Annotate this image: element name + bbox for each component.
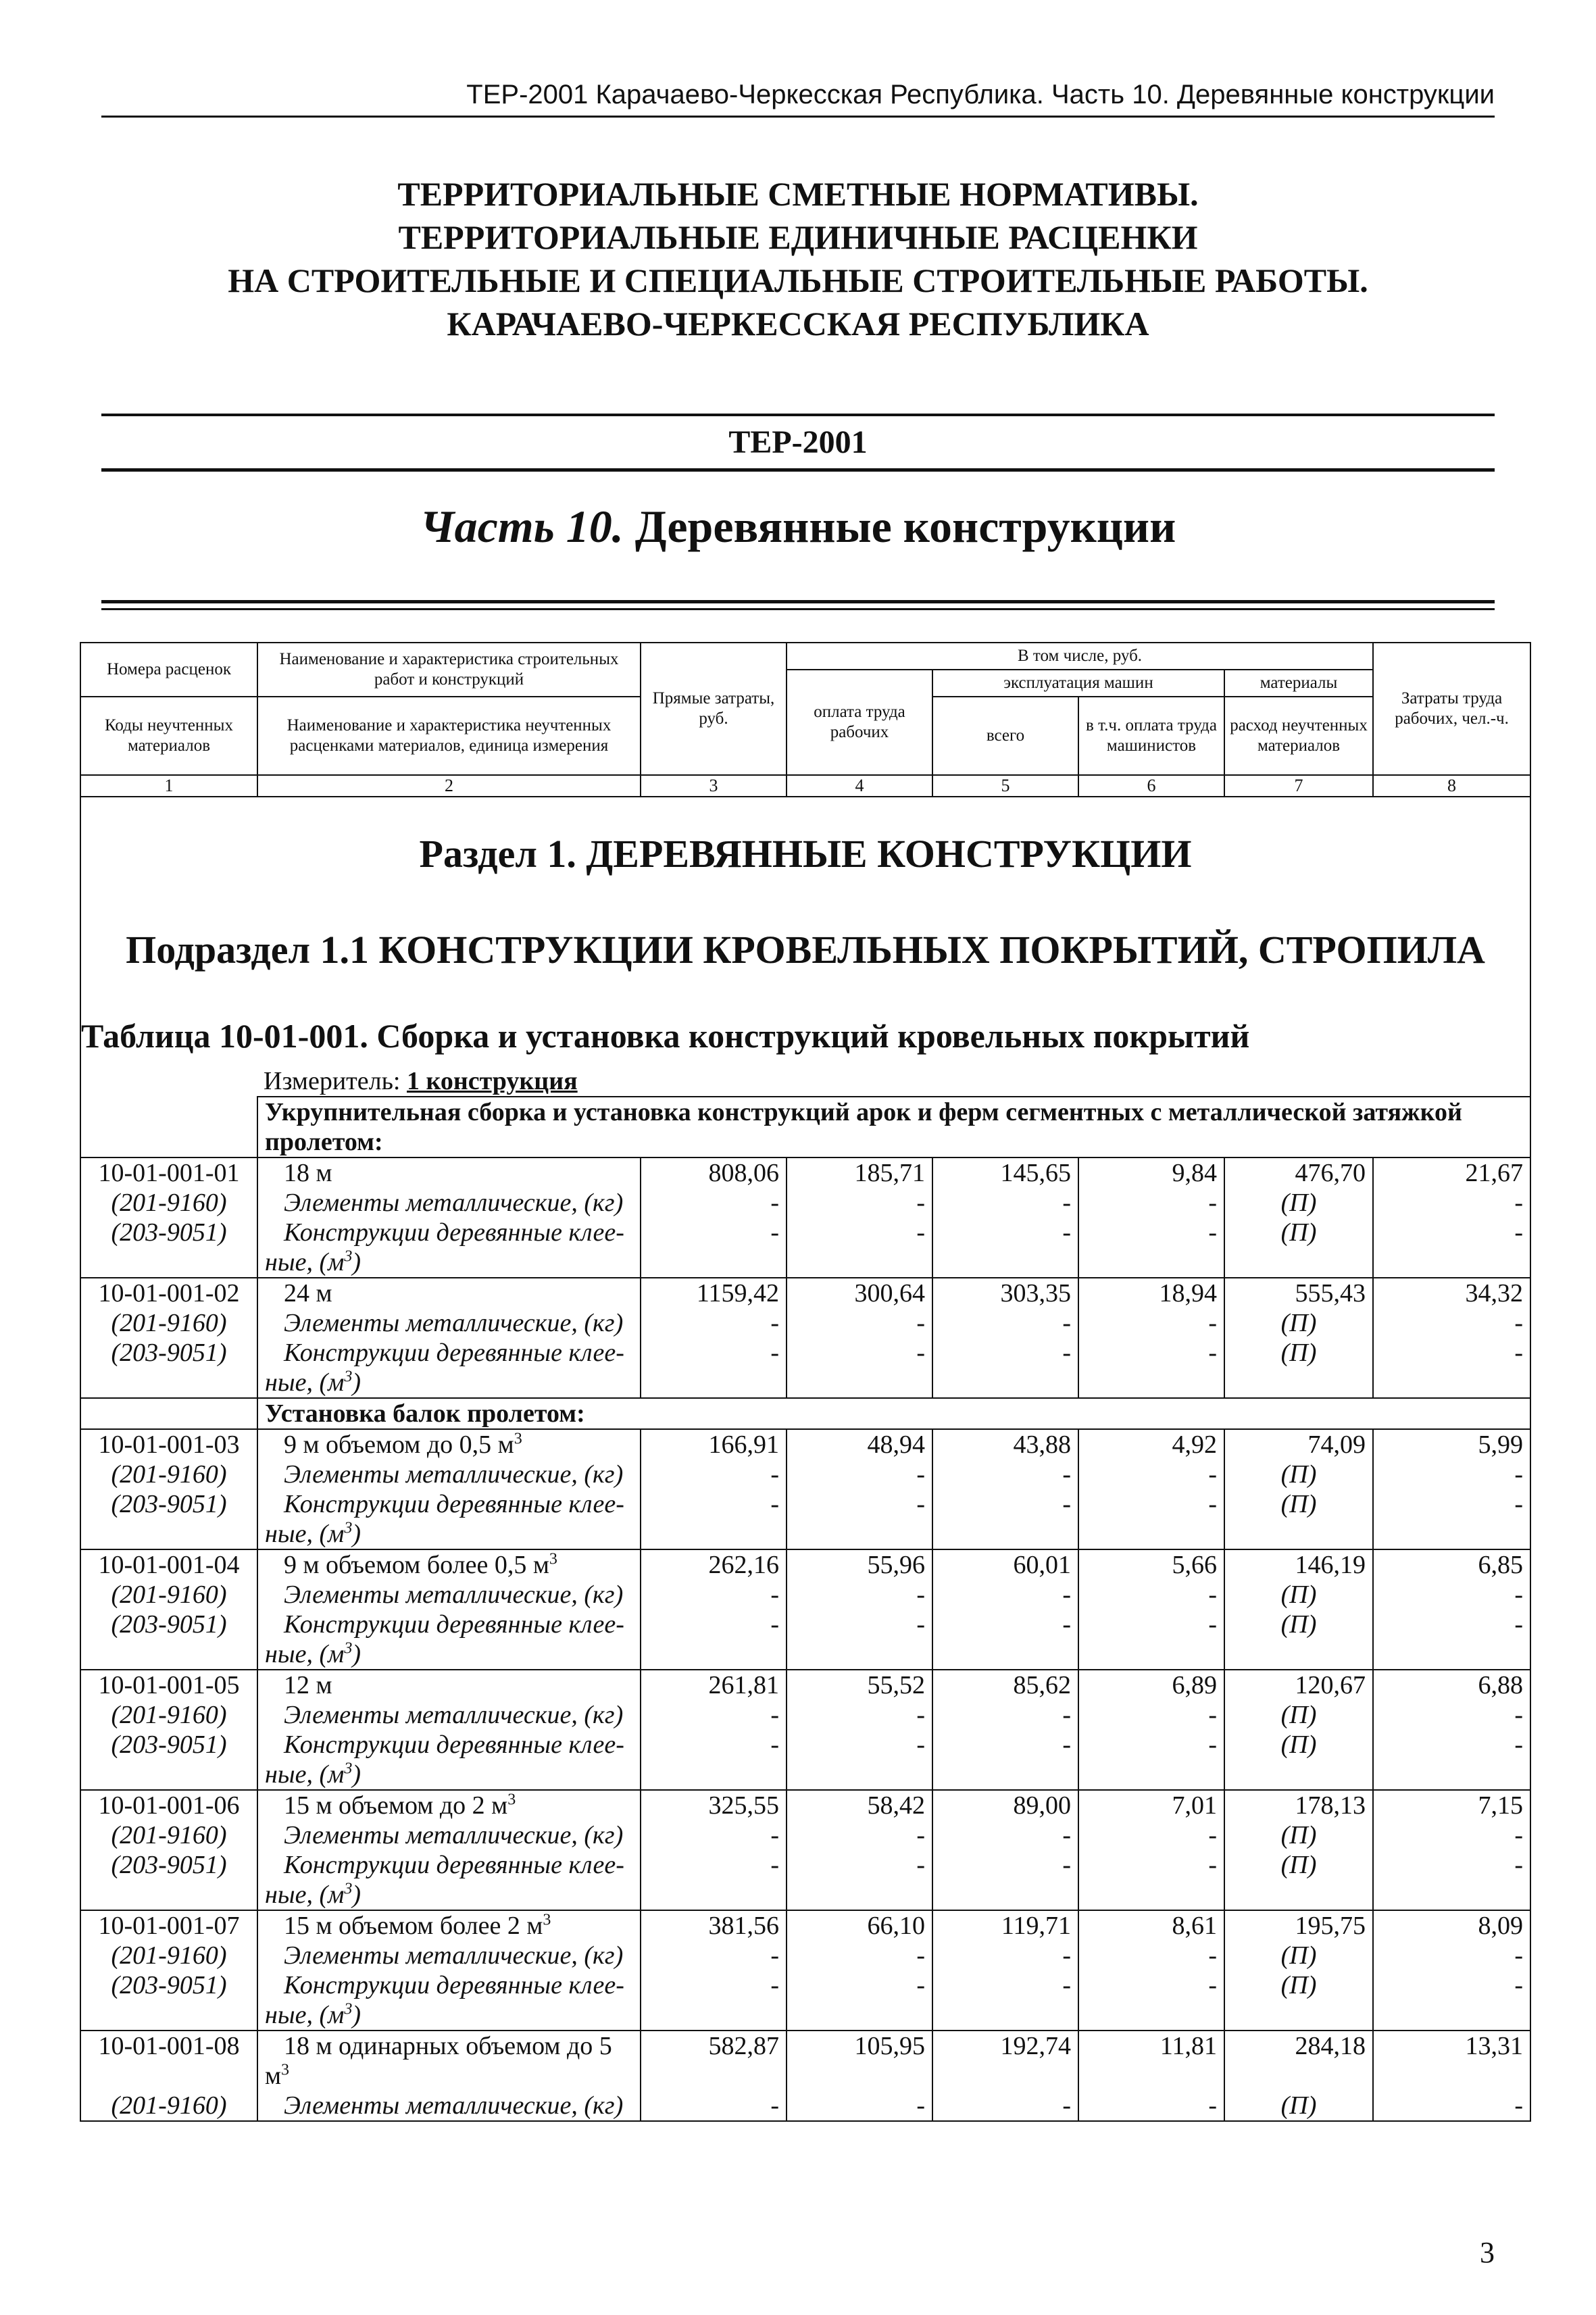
meter-label: Измеритель: bbox=[264, 1067, 401, 1095]
direct-cost: 582,87 bbox=[708, 2032, 779, 2060]
labor-pay: 300,64 bbox=[854, 1279, 925, 1308]
material-code: (201-9160) bbox=[111, 1309, 227, 1337]
rate-name: 15 м объемом до 2 м bbox=[284, 1791, 508, 1820]
direct-cost: 1159,42 bbox=[696, 1279, 779, 1308]
machinists-pay: 8,61 bbox=[1172, 1912, 1217, 1940]
hdr-incl: В том числе, руб. bbox=[787, 643, 1373, 670]
material-code: (203-9051) bbox=[111, 1971, 227, 1999]
hdr-col2-bottom: Наименование и характеристика неучтенных расценками материалов, единица измерения bbox=[257, 697, 641, 775]
material-name: Элементы металлические, (кг) bbox=[284, 1460, 624, 1489]
material-code: (203-9051) bbox=[111, 1851, 227, 1879]
labor-pay: 55,52 bbox=[867, 1671, 925, 1699]
divider bbox=[101, 600, 1495, 603]
document-title bbox=[101, 172, 1495, 345]
materials: 476,70 bbox=[1295, 1159, 1366, 1187]
subsection-title: Подраздел 1.1 КОНСТРУКЦИИ КРОВЕЛЬНЫХ ПОКРЫТИЙ, СТРОПИЛА bbox=[126, 928, 1485, 972]
rate-code: 10-01-001-03 bbox=[98, 1430, 240, 1459]
labor-hours: 5,99 bbox=[1478, 1430, 1524, 1459]
hdr-col8: Затраты труда рабочих, чел.-ч. bbox=[1373, 643, 1530, 775]
direct-cost: 262,16 bbox=[708, 1551, 779, 1579]
rate-name: 24 м bbox=[284, 1279, 332, 1308]
material-code: (201-9160) bbox=[111, 1701, 227, 1729]
labor-pay: 185,71 bbox=[854, 1159, 925, 1187]
running-header: ТЕР-2001 Карачаево-Черкесская Республика. Часть 10. Деревянные конструкции bbox=[101, 80, 1495, 118]
material-name: Конструкции деревянные клее- bbox=[284, 1218, 624, 1247]
material-code: (201-9160) bbox=[111, 2091, 227, 2120]
materials: 555,43 bbox=[1295, 1279, 1366, 1308]
rate-name: 18 м одинарных объемом до 5 bbox=[284, 2032, 612, 2060]
hdr-col2-top: Наименование и характеристика строительных работ и конструкций bbox=[257, 643, 641, 697]
direct-cost: 261,81 bbox=[708, 1671, 779, 1699]
labor-pay: 105,95 bbox=[854, 2032, 925, 2060]
col-number: 2 bbox=[257, 775, 641, 797]
material-code: (203-9051) bbox=[111, 1610, 227, 1639]
col-number: 5 bbox=[932, 775, 1078, 797]
hdr-col1-bottom: Коды неучтенных материалов bbox=[80, 697, 257, 775]
material-name: ные, (м bbox=[265, 2001, 345, 2029]
material-code: (201-9160) bbox=[111, 1821, 227, 1849]
table-row: 10-01-001-04 (201-9160) (203-9051) 9 м объемом более 0,5 $м^3$ Элементы металлические, (кг) Конструкции деревянные клее- ные, $(м^3)$ 262,16 - - 55,96 - - 60,01 - - 5,66 - - 146,19 (П) (П) 6,85 - - bbox=[80, 1549, 1530, 1670]
direct-cost: 325,55 bbox=[708, 1791, 779, 1820]
part-prefix: Часть 10. bbox=[420, 501, 624, 552]
direct-cost: 808,06 bbox=[708, 1159, 779, 1187]
materials: 178,13 bbox=[1295, 1791, 1366, 1820]
direct-cost: 166,91 bbox=[708, 1430, 779, 1459]
hdr-col6: в т.ч. оплата труда машинистов bbox=[1078, 697, 1224, 775]
machines-total: 60,01 bbox=[1013, 1551, 1071, 1579]
direct-cost: 381,56 bbox=[708, 1912, 779, 1940]
rate-name: м bbox=[265, 2062, 282, 2090]
rate-code: 10-01-001-04 bbox=[98, 1551, 240, 1579]
machines-total: 192,74 bbox=[1000, 2032, 1071, 2060]
hdr-col5: всего bbox=[932, 697, 1078, 775]
material-name: ные, (м bbox=[265, 1760, 345, 1789]
machines-total: 119,71 bbox=[1001, 1912, 1071, 1940]
table-row: 10-01-001-05 (201-9160) (203-9051) 12 м Элементы металлические, (кг) Конструкции деревянные клее- ные, $(м^3)$ 261,81 - - 55,52 - - 85,62 - - 6,89 - - 120,67 (П) (П) 6,88 - - bbox=[80, 1670, 1530, 1790]
group-title: Установка балок пролетом: bbox=[257, 1398, 1530, 1429]
rate-name: 9 м объемом более 0,5 м bbox=[284, 1551, 549, 1579]
labor-pay: 66,10 bbox=[867, 1912, 925, 1940]
title-line: НА СТРОИТЕЛЬНЫЕ И СПЕЦИАЛЬНЫЕ СТРОИТЕЛЬНЫЕ РАБОТЫ. bbox=[228, 262, 1368, 299]
material-name: ные, (м bbox=[265, 1520, 345, 1548]
machinists-pay: 9,84 bbox=[1172, 1159, 1217, 1187]
rate-name: 15 м объемом более 2 м bbox=[284, 1912, 543, 1940]
group-title: Укрупнительная сборка и установка конструкций арок и ферм сегментных с металлической затяжкой пролетом: bbox=[257, 1097, 1530, 1158]
material-name: Элементы металлические, (кг) bbox=[284, 1189, 624, 1217]
page-number: 3 bbox=[1480, 2236, 1495, 2269]
machines-total: 43,88 bbox=[1013, 1430, 1071, 1459]
machinists-pay: 4,92 bbox=[1172, 1430, 1217, 1459]
material-code: (203-9051) bbox=[111, 1490, 227, 1518]
rate-name: 18 м bbox=[284, 1159, 332, 1187]
rate-code: 10-01-001-05 bbox=[98, 1671, 240, 1699]
materials: 195,75 bbox=[1295, 1912, 1366, 1940]
part-name: Деревянные конструкции bbox=[634, 501, 1176, 552]
rate-name: 12 м bbox=[284, 1671, 332, 1699]
table-row: 10-01-001-08 (201-9160) 18 м одинарных объемом до 5 $м^3$ Элементы металлические, (кг) 582,87 - 105,95 - 192,74 - 11,81 - 284,18 (П) 13,31 - bbox=[80, 2031, 1530, 2121]
material-name: Элементы металлические, (кг) bbox=[284, 2091, 624, 2120]
table-row: 10-01-001-02 (201-9160) (203-9051) 24 м Элементы металлические, (кг) Конструкции деревянные клее- ные, $(м^3)$ 1159,42 - - 300,64 - - 303,35 - - 18,94 - - 555,43 (П) (П) 34,32 - - bbox=[80, 1278, 1530, 1398]
labor-hours: 6,88 bbox=[1478, 1671, 1524, 1699]
rate-code: 10-01-001-01 bbox=[98, 1159, 240, 1187]
machinists-pay: 18,94 bbox=[1159, 1279, 1217, 1308]
material-name: Элементы металлические, (кг) bbox=[284, 1941, 624, 1970]
machinists-pay: 7,01 bbox=[1172, 1791, 1217, 1820]
material-code: (203-9051) bbox=[111, 1731, 227, 1759]
materials: 146,19 bbox=[1295, 1551, 1366, 1579]
title-line: КАРАЧАЕВО-ЧЕРКЕССКАЯ РЕСПУБЛИКА bbox=[447, 305, 1149, 343]
title-line: ТЕРРИТОРИАЛЬНЫЕ ЕДИНИЧНЫЕ РАСЦЕНКИ bbox=[398, 218, 1198, 256]
hdr-col1-top: Номера расценок bbox=[80, 643, 257, 697]
material-name: Элементы металлические, (кг) bbox=[284, 1309, 624, 1337]
hdr-materials: материалы bbox=[1224, 670, 1373, 697]
col-number: 8 bbox=[1373, 775, 1530, 797]
hdr-machines: эксплуатация машин bbox=[932, 670, 1224, 697]
material-name: Конструкции деревянные клее- bbox=[284, 1490, 624, 1518]
rate-code: 10-01-001-06 bbox=[98, 1791, 240, 1820]
machines-total: 145,65 bbox=[1000, 1159, 1071, 1187]
table-row: 10-01-001-03 (201-9160) (203-9051) 9 м объемом до 0,5 $м^3$ Элементы металлические, (кг) Конструкции деревянные клее- ные, $(м^3)$ 166,91 - - 48,94 - - 43,88 - - 4,92 - - 74,09 (П) (П) 5,99 - - bbox=[80, 1429, 1530, 1549]
material-name: Конструкции деревянные клее- bbox=[284, 1731, 624, 1759]
ter-code: ТЕР-2001 bbox=[728, 424, 868, 460]
material-name: Конструкции деревянные клее- bbox=[284, 1610, 624, 1639]
material-code: (201-9160) bbox=[111, 1941, 227, 1970]
table-row: 10-01-001-07 (201-9160) (203-9051) 15 м объемом более 2 $м^3$ Элементы металлические, (кг) Конструкции деревянные клее- ные, $(м^3)$ 381,56 - - 66,10 - - 119,71 - - 8,61 - - 195,75 (П) (П) 8,09 - - bbox=[80, 1910, 1530, 2031]
col-number: 4 bbox=[787, 775, 932, 797]
labor-hours: 7,15 bbox=[1478, 1791, 1524, 1820]
labor-pay: 58,42 bbox=[867, 1791, 925, 1820]
machinists-pay: 11,81 bbox=[1159, 2032, 1217, 2060]
machines-total: 89,00 bbox=[1013, 1791, 1071, 1820]
material-name: ные, (м bbox=[265, 1640, 345, 1668]
material-name: Элементы металлические, (кг) bbox=[284, 1821, 624, 1849]
col-number: 7 bbox=[1224, 775, 1373, 797]
labor-pay: 48,94 bbox=[867, 1430, 925, 1459]
rate-code: 10-01-001-02 bbox=[98, 1279, 240, 1308]
machinists-pay: 5,66 bbox=[1172, 1551, 1217, 1579]
hdr-col7: расход неучтенных материалов bbox=[1224, 697, 1373, 775]
materials: 284,18 bbox=[1295, 2032, 1366, 2060]
rate-name: 9 м объемом до 0,5 м bbox=[284, 1430, 514, 1459]
labor-hours: 8,09 bbox=[1478, 1912, 1524, 1940]
labor-hours: 6,85 bbox=[1478, 1551, 1524, 1579]
material-code: (203-9051) bbox=[111, 1339, 227, 1367]
table-row: 10-01-001-01 (201-9160) (203-9051) 18 м Элементы металлические, (кг) Конструкции деревянные клее- ные, $(м^3)$ 808,06 - - 185,71 - - 145,65 - - 9,84 - - 476,70 (П) (П) 21,67 - - bbox=[80, 1158, 1530, 1278]
machinists-pay: 6,89 bbox=[1172, 1671, 1217, 1699]
material-code: (201-9160) bbox=[111, 1580, 227, 1609]
meter bbox=[81, 1066, 1530, 1096]
material-name: Элементы металлические, (кг) bbox=[284, 1701, 624, 1729]
divider bbox=[101, 414, 1495, 416]
title-line: ТЕРРИТОРИАЛЬНЫЕ СМЕТНЫЕ НОРМАТИВЫ. bbox=[397, 175, 1199, 213]
meter-value: 1 конструкция bbox=[407, 1067, 578, 1095]
machines-total: 85,62 bbox=[1013, 1671, 1071, 1699]
material-code: (203-9051) bbox=[111, 1218, 227, 1247]
labor-hours: 21,67 bbox=[1465, 1159, 1524, 1187]
rate-code: 10-01-001-08 bbox=[98, 2032, 240, 2060]
material-name: ные, (м bbox=[265, 1248, 345, 1276]
labor-hours: 34,32 bbox=[1465, 1279, 1524, 1308]
materials: 120,67 bbox=[1295, 1671, 1366, 1699]
rates-table bbox=[80, 642, 1531, 2122]
part-title bbox=[101, 500, 1495, 553]
material-name: Элементы металлические, (кг) bbox=[284, 1580, 624, 1609]
section-title: Раздел 1. ДЕРЕВЯННЫЕ КОНСТРУКЦИИ bbox=[419, 832, 1192, 876]
hdr-col4: оплата труда рабочих bbox=[787, 670, 932, 775]
material-code: (201-9160) bbox=[111, 1460, 227, 1489]
material-name: ные, (м bbox=[265, 1881, 345, 1909]
divider bbox=[101, 468, 1495, 472]
material-name: Конструкции деревянные клее- bbox=[284, 1339, 624, 1367]
rate-code: 10-01-001-07 bbox=[98, 1912, 240, 1940]
divider bbox=[101, 608, 1495, 610]
labor-pay: 55,96 bbox=[867, 1551, 925, 1579]
table-row: 10-01-001-06 (201-9160) (203-9051) 15 м объемом до 2 $м^3$ Элементы металлические, (кг) Конструкции деревянные клее- ные, $(м^3)$ 325,55 - - 58,42 - - 89,00 - - 7,01 - - 178,13 (П) (П) 7,15 - - bbox=[80, 1790, 1530, 1910]
material-name: ные, (м bbox=[265, 1368, 345, 1397]
material-name: Конструкции деревянные клее- bbox=[284, 1851, 624, 1879]
col-number: 3 bbox=[641, 775, 787, 797]
col-number: 6 bbox=[1078, 775, 1224, 797]
labor-hours: 13,31 bbox=[1465, 2032, 1524, 2060]
machines-total: 303,35 bbox=[1000, 1279, 1071, 1308]
table-title: Таблица 10-01-001. Сборка и установка конструкций кровельных покрытий bbox=[81, 1017, 1250, 1055]
material-name: Конструкции деревянные клее- bbox=[284, 1971, 624, 1999]
materials: 74,09 bbox=[1307, 1430, 1366, 1459]
material-code: (201-9160) bbox=[111, 1189, 227, 1217]
col-number: 1 bbox=[80, 775, 257, 797]
hdr-col3: Прямые затраты, руб. bbox=[641, 643, 787, 775]
